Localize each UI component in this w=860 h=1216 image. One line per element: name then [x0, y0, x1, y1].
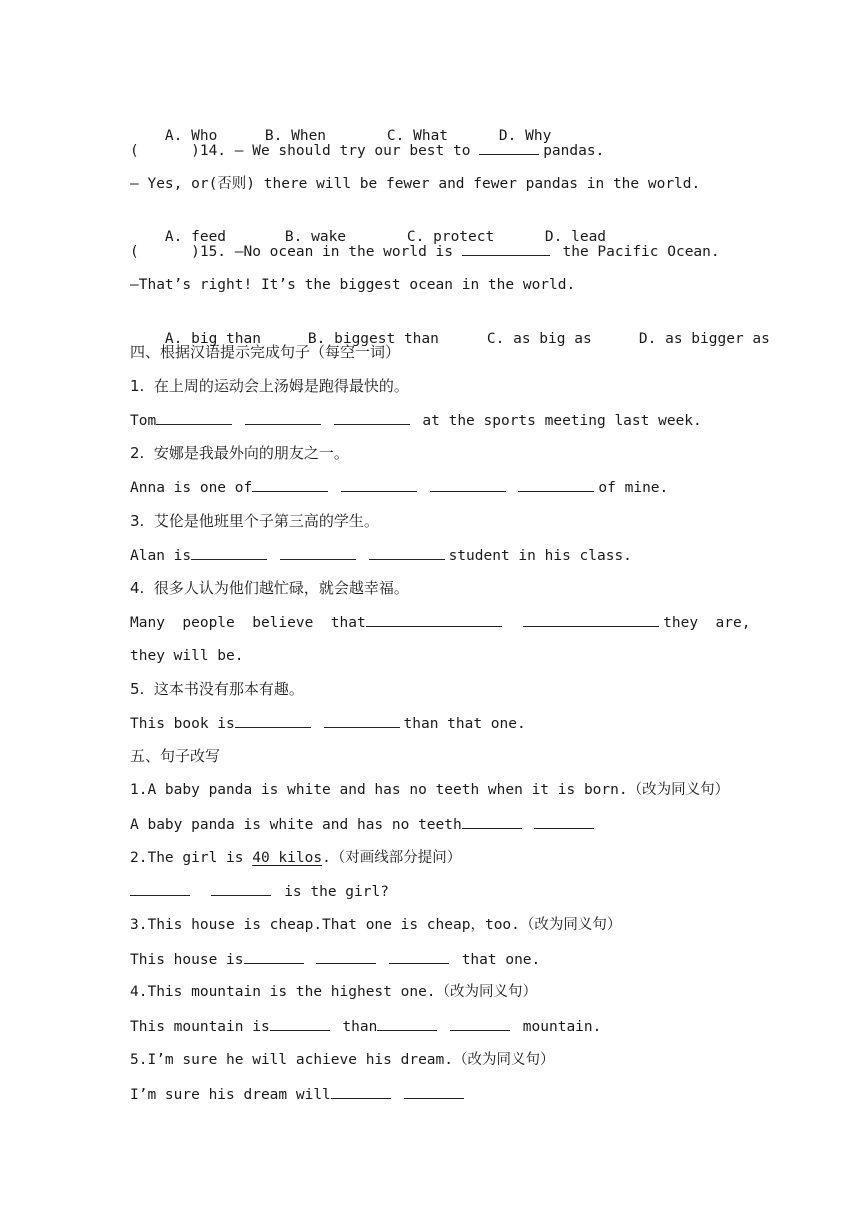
sentence-text: .（对画线部分提问） — [322, 850, 462, 866]
sentence-text: they are, — [663, 615, 751, 631]
answer-blank — [316, 949, 376, 964]
sentence-text: A baby panda is white and has no teeth — [130, 817, 462, 833]
answer-blank — [252, 477, 328, 492]
option: D. Why — [498, 128, 552, 144]
sentence-text: is the girl? — [275, 884, 389, 900]
sentence-text: Anna is one of — [130, 480, 253, 496]
s4-item4-cn: 4. 很多人认为他们越忙碌，就会越幸福。 — [130, 579, 409, 597]
answer-blank — [245, 410, 321, 425]
answer-blank — [211, 881, 271, 896]
option: A. Who — [164, 128, 218, 144]
answer-blank — [534, 814, 594, 829]
q14-question — [130, 140, 740, 161]
answer-blank — [324, 713, 400, 728]
sentence-text: This mountain is — [130, 1019, 270, 1035]
section5-title: 五、句子改写 — [130, 747, 221, 765]
option: C. What — [386, 128, 449, 144]
s4-item4-cont: they will be. — [130, 648, 244, 664]
section4-title: 四、根据汉语提示完成句子（每空一词） — [130, 343, 401, 361]
s5-item1-answer — [130, 814, 740, 835]
option: C. protect — [406, 229, 495, 245]
sentence-text: This house is — [130, 952, 244, 968]
answer-blank — [462, 241, 550, 256]
s5-item3-question: 3.This house is cheap.That one is cheap，too.（改为同义句） — [130, 917, 622, 933]
q14-reply: — Yes, or(否则) there will be fewer and fewer pandas in the world. — [130, 176, 701, 192]
underlined-phrase: 40 kilos — [252, 850, 323, 866]
s5-item4-answer — [130, 1016, 740, 1037]
answer-blank — [331, 1084, 391, 1099]
s4-item1-en — [130, 410, 740, 431]
answer-blank — [130, 881, 190, 896]
answer-blank — [244, 949, 304, 964]
option: B. wake — [284, 229, 347, 245]
question-text: ( )14. — We should try our best to — [130, 143, 471, 159]
s5-item4-question: 4.This mountain is the highest one.（改为同义句） — [130, 984, 538, 1000]
q15-question — [130, 241, 740, 262]
sentence-text: Alan is — [130, 548, 192, 564]
sentence-text: that one. — [452, 952, 541, 968]
sentence-text: than — [333, 1019, 378, 1035]
option: D. lead — [544, 229, 607, 245]
sentence-text: at the sports meeting last week. — [413, 413, 702, 429]
answer-blank — [377, 1016, 437, 1031]
option: D. as bigger as — [638, 331, 770, 347]
option: B. biggest than — [307, 331, 439, 347]
s5-item5-answer — [130, 1084, 740, 1105]
sentence-text: than that one. — [403, 716, 526, 732]
s5-item2-question — [130, 848, 740, 868]
s4-item2-cn: 2. 安娜是我最外向的朋友之一。 — [130, 444, 349, 462]
s4-item3-en — [130, 545, 740, 566]
answer-blank — [462, 814, 522, 829]
question-text: the Pacific Ocean. — [562, 244, 720, 260]
question-text: pandas. — [543, 143, 605, 159]
q15-reply: —That’s right! It’s the biggest ocean in the world. — [130, 277, 576, 293]
option: B. When — [264, 128, 327, 144]
answer-blank — [479, 140, 539, 155]
sentence-text: 2.The girl is — [130, 850, 253, 866]
answer-blank — [334, 410, 410, 425]
option: A. feed — [164, 229, 227, 245]
answer-blank — [404, 1084, 464, 1099]
s4-item5-en — [130, 713, 740, 734]
s5-item5-question: 5.I’m sure he will achieve his dream.（改为同义句） — [130, 1052, 555, 1068]
sentence-text: This book is — [130, 716, 235, 732]
s4-item1-cn: 1. 在上周的运动会上汤姆是跑得最快的。 — [130, 377, 409, 395]
answer-blank — [366, 612, 502, 627]
s5-item1-question: 1.A baby panda is white and has no teeth when it is born.（改为同义句） — [130, 782, 730, 798]
sentence-text: student in his class. — [448, 548, 632, 564]
sentence-text: I’m sure his dream will — [130, 1087, 331, 1103]
answer-blank — [270, 1016, 330, 1031]
sentence-text: Many people believe that — [130, 615, 366, 631]
answer-blank — [518, 477, 594, 492]
s5-item3-answer — [130, 949, 740, 970]
answer-blank — [280, 545, 356, 560]
answer-blank — [156, 410, 232, 425]
answer-blank — [389, 949, 449, 964]
answer-blank — [369, 545, 445, 560]
option: C. as big as — [486, 331, 592, 347]
s4-item4-en — [130, 612, 751, 633]
answer-blank — [341, 477, 417, 492]
s5-item2-answer — [130, 881, 740, 902]
answer-blank — [191, 545, 267, 560]
answer-blank — [430, 477, 506, 492]
sentence-text: of mine. — [598, 480, 669, 496]
s4-item3-cn: 3. 艾伦是他班里个子第三高的学生。 — [130, 512, 379, 530]
sentence-text: mountain. — [514, 1019, 602, 1035]
option: A. big than — [164, 331, 261, 347]
answer-blank — [450, 1016, 510, 1031]
s4-item2-en — [130, 477, 740, 498]
answer-blank — [235, 713, 311, 728]
s4-item5-cn: 5. 这本书没有那本有趣。 — [130, 680, 304, 698]
question-text: ( )15. —No ocean in the world is — [130, 244, 454, 260]
answer-blank — [523, 612, 659, 627]
sentence-text: Tom — [130, 413, 157, 429]
